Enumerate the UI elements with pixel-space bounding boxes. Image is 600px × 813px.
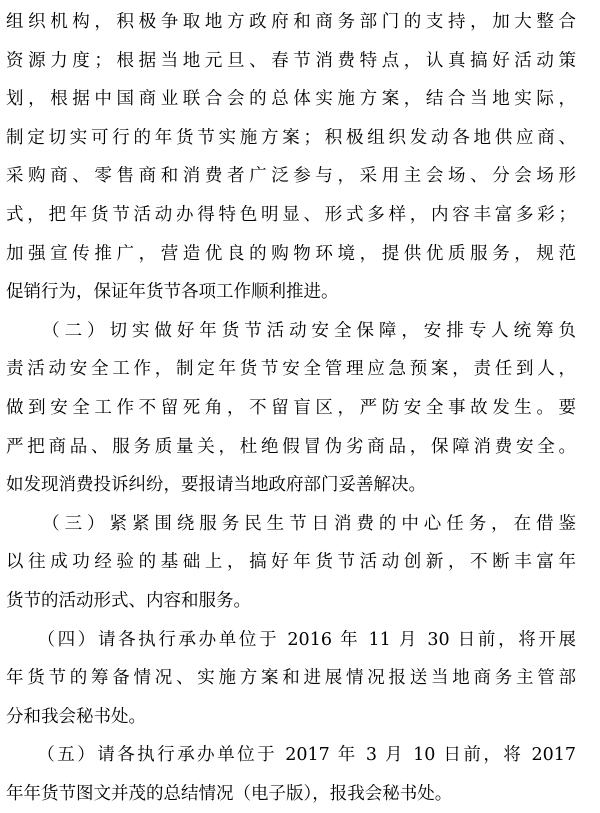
- text-line-4: 制定切实可行的年货节实施方案；积极组织发动各地供应商、: [6, 127, 576, 148]
- text-line-3: 划，根据中国商业联合会的总体实施方案，结合当地实际，: [6, 89, 576, 110]
- text-line-8: 促销行为，保证年货节各项工作顺利推进。: [6, 282, 339, 303]
- text-line-14: （三）紧紧围绕服务民生节日消费的中心任务，在借鉴: [6, 513, 576, 534]
- text-line-20: （五）请各执行承办单位于 2017 年 3 月 10 日前，将 2017: [6, 745, 576, 766]
- text-line-6: 式，把年货节活动办得特色明显、形式多样，内容丰富多彩；: [6, 204, 576, 225]
- text-line-19: 分和我会秘书处。: [6, 706, 146, 727]
- text-line-13: 如发现消费投诉纠纷，要报请当地政府部门妥善解决。: [6, 475, 426, 496]
- text-line-15: 以往成功经验的基础上，搞好年货节活动创新，不断丰富年: [6, 552, 576, 573]
- text-line-7: 加强宣传推广，营造优良的购物环境，提供优质服务，规范: [6, 243, 576, 264]
- text-line-2: 资源力度；根据当地元旦、春节消费特点，认真搞好活动策: [6, 50, 576, 71]
- text-line-17: （四）请各执行承办单位于 2016 年 11 月 30 日前，将开展: [6, 629, 576, 650]
- text-line-12: 严把商品、服务质量关，杜绝假冒伪劣商品，保障消费安全。: [6, 436, 576, 457]
- text-line-5: 采购商、零售商和消费者广泛参与，采用主会场、分会场形: [6, 166, 576, 187]
- text-line-16: 货节的活动形式、内容和服务。: [6, 590, 251, 611]
- text-line-10: 责活动安全工作，制定年货节安全管理应急预案，责任到人，: [6, 359, 576, 380]
- text-line-9: （二）切实做好年货节活动安全保障，安排专人统筹负: [6, 320, 576, 341]
- text-line-11: 做到安全工作不留死角，不留盲区，严防安全事故发生。要: [6, 397, 576, 418]
- text-line-21: 年年货节图文并茂的总结情况（电子版），报我会秘书处。: [6, 783, 453, 804]
- text-line-18: 年货节的筹备情况、实施方案和进展情况报送当地商务主管部: [6, 668, 576, 689]
- text-line-1: 组织机构，积极争取地方政府和商务部门的支持，加大整合: [6, 12, 576, 32]
